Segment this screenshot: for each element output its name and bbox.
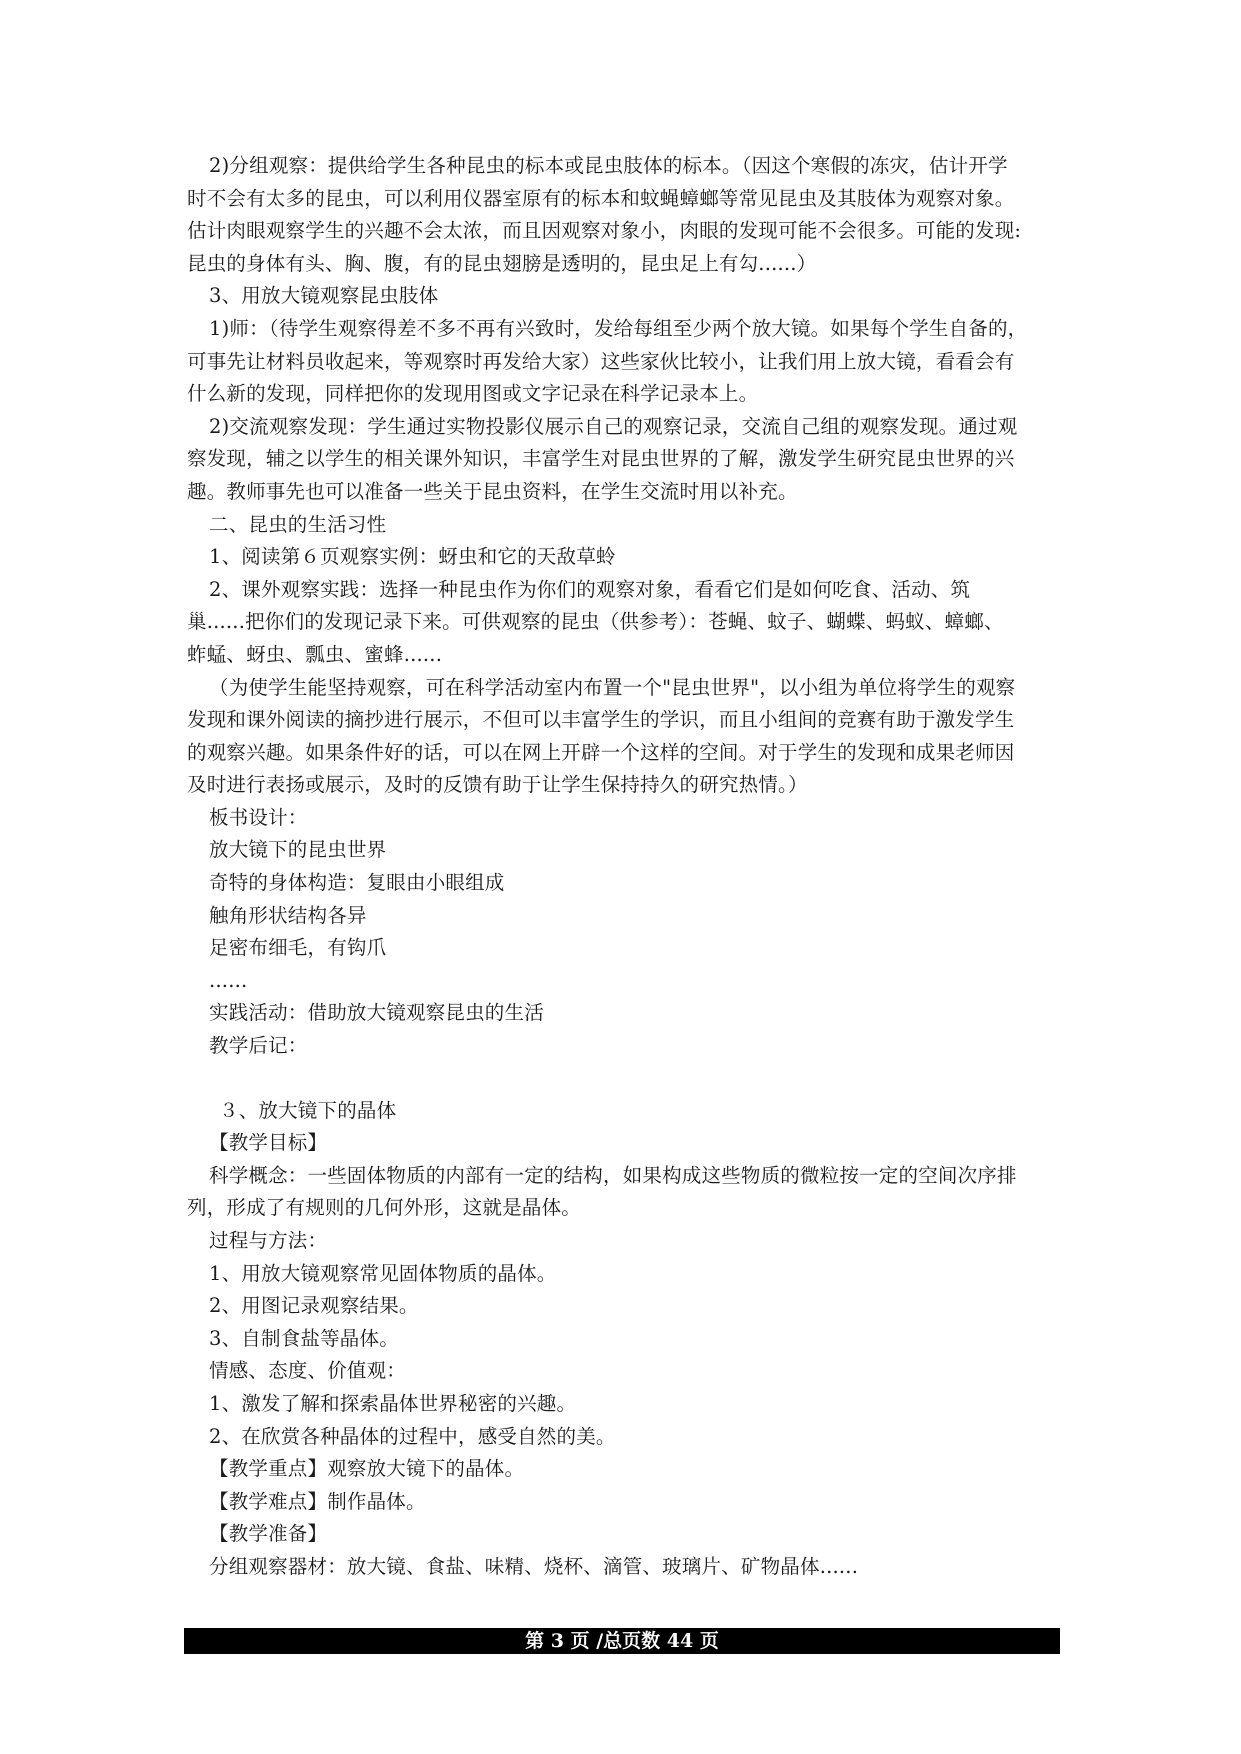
section-heading: 情感、态度、价值观： [209, 1359, 407, 1383]
paragraph-line: 及时进行表扬或展示，及时的反馈有助于让学生保持持久的研究热情。） [187, 773, 808, 797]
paragraph-line: 分组观察器材：放大镜、食盐、味精、烧杯、滴管、玻璃片、矿物晶体...... [209, 1554, 859, 1578]
board-design-line: 实践活动：借助放大镜观察昆虫的生活 [209, 1001, 544, 1025]
paragraph-line: 昆虫的身体有头、胸、腹，有的昆虫翅膀是透明的，昆虫足上有勾......） [187, 251, 817, 275]
paragraph-line: 1)师：（待学生观察得差不多不再有兴致时，发给每组至少两个放大镜。如果每个学生自备的， [209, 316, 1028, 340]
section-heading: 3、用放大镜观察昆虫肢体 [209, 284, 439, 308]
list-item: 2、课外观察实践：选择一种昆虫作为你们的观察对象，看看它们是如何吃食、活动、筑 [209, 577, 971, 601]
board-design-line: 奇特的身体构造：复眼由小眼组成 [209, 871, 505, 895]
section-heading: 二、昆虫的生活习性 [209, 512, 387, 536]
paragraph-line: 可事先让材料员收起来，等观察时再发给大家）这些家伙比较小，让我们用上放大镜，看看会有 [187, 349, 1015, 373]
teaching-notes-label: 教学后记： [209, 1034, 308, 1058]
paragraph-line: 估计肉眼观察学生的兴趣不会太浓，而且因观察对象小，肉眼的发现可能不会很多。可能的发现: [187, 219, 1022, 243]
paragraph-line: 科学概念：一些固体物质的内部有一定的结构，如果构成这些物质的微粒按一定的空间次序排 [209, 1163, 1017, 1187]
board-design-line: 放大镜下的昆虫世界 [209, 838, 387, 862]
board-design-line: 足密布细毛，有钩爪 [209, 936, 387, 960]
paragraph-line: 趣。教师事先也可以准备一些关于昆虫资料，在学生交流时用以补充。 [187, 479, 798, 503]
list-item: 1、用放大镜观察常见固体物质的晶体。 [209, 1261, 557, 1285]
paragraph-line: 2)交流观察发现：学生通过实物投影仪展示自己的观察记录，交流自己组的观察发现。通过观 [209, 414, 1018, 438]
section-heading: 【教学难点】制作晶体。 [209, 1489, 426, 1513]
paragraph-line: 发现和课外阅读的摘抄进行展示，不但可以丰富学生的学识，而且小组间的竞赛有助于激发学生 [187, 708, 1015, 732]
page-footer [184, 1628, 1060, 1654]
paragraph-line: 时不会有太多的昆虫，可以利用仪器室原有的标本和蚊蝇蟑螂等常见昆虫及其肢体为观察对象。 [187, 186, 1015, 210]
board-design-line: ...... [209, 968, 248, 992]
section-heading: 【教学重点】观察放大镜下的晶体。 [209, 1457, 525, 1481]
list-item: 1、激发了解和探索晶体世界秘密的兴趣。 [209, 1391, 577, 1415]
paragraph-line: 察发现，辅之以学生的相关课外知识，丰富学生对昆虫世界的了解，激发学生研究昆虫世界的兴 [187, 447, 1015, 471]
list-item: 2、用图记录观察结果。 [209, 1294, 419, 1318]
section-heading: 【教学准备】 [209, 1522, 328, 1546]
paragraph-line: 的观察兴趣。如果条件好的话，可以在网上开辟一个这样的空间。对于学生的发现和成果老师因 [187, 740, 1015, 764]
list-item: 2、在欣赏各种晶体的过程中，感受自然的美。 [209, 1424, 616, 1448]
paragraph-line: 什么新的发现，同样把你的发现用图或文字记录在科学记录本上。 [187, 382, 759, 406]
section-heading: 过程与方法： [209, 1229, 328, 1252]
page-number: 第 3 页 /总页数 44 页 [525, 1630, 719, 1652]
paragraph-line: （为使学生能坚持观察，可在科学活动室内布置一个"昆虫世界"，以小组为单位将学生的观察 [209, 675, 1016, 699]
list-item: 3、自制食盐等晶体。 [209, 1326, 399, 1350]
blank-line [187, 1063, 1067, 1095]
paragraph-line: 蚱蜢、蚜虫、瓢虫、蜜蜂...... [187, 642, 443, 666]
paragraph-line: 列，形成了有规则的几何外形，这就是晶体。 [187, 1196, 582, 1220]
board-design-label: 板书设计： [209, 805, 308, 829]
document-body [187, 150, 1067, 1584]
paragraph-line: 2)分组观察：提供给学生各种昆虫的标本或昆虫肢体的标本。（因这个寒假的冻灾，估计开学 [209, 154, 1008, 177]
board-design-line: 触角形状结构各异 [209, 903, 367, 927]
list-item: 1、阅读第６页观察实例：蚜虫和它的天敌草蛉 [209, 545, 616, 569]
section-heading: 【教学目标】 [209, 1131, 328, 1155]
lesson-title: ３、放大镜下的晶体 [219, 1098, 397, 1122]
paragraph-line: 巢......把你们的发现记录下来。可供观察的昆虫（供参考）：苍蝇、蚊子、蝴蝶、蚂蚁、蟑螂、 [187, 610, 1004, 634]
